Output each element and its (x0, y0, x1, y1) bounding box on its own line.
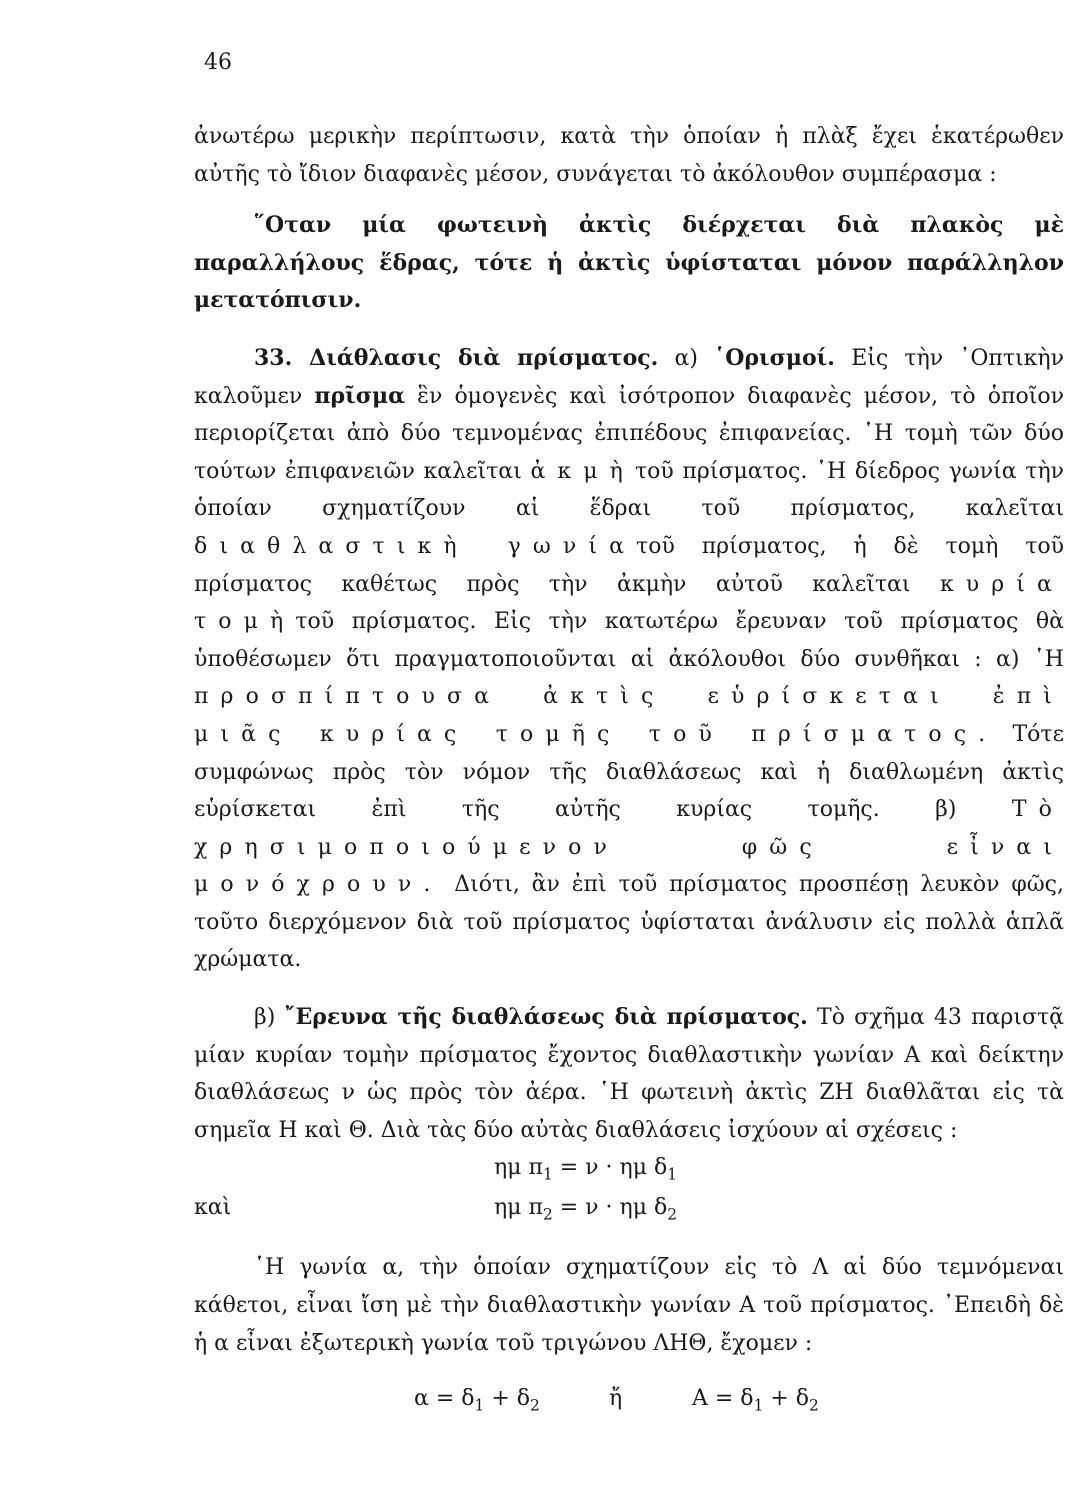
final-equation (194, 1380, 1064, 1420)
page-body (194, 118, 1064, 1420)
final-a-sub-1: 1 (474, 1396, 485, 1415)
equation-2-lhs: ημ π (494, 1195, 543, 1221)
equation-2 (194, 1189, 1064, 1229)
equation-2-sub-1: 2 (542, 1205, 553, 1224)
section-b-heading: ῎Ερευνα τῆς διαθλάσεως διὰ πρίσματος. (284, 1004, 808, 1031)
final-b-plus: + δ (763, 1386, 810, 1412)
closing-paragraph: ῾Η γωνία α, τὴν ὁποίαν σχηματίζουν εἰς τὸ Λ αἱ δύο τεμνόμεναι κάθετοι, εἶναι ἴση μὲ τὴν διαθλαστικὴν γωνίαν Α τοῦ πρίσματος. ᾿Επειδὴ δὲ ἡ α εἶναι ἐξωτερικὴ γωνία τοῦ τριγώνου ΛΗΘ, ἔχομεν : (194, 1255, 1064, 1356)
rule-statement: ῞Οταν μία φωτεινὴ ἀκτὶς διέρχεται διὰ πλακὸς μὲ παραλλήλους ἕδρας, τότε ἡ ἀκτὶς ὑφίσταται μόνον παράλληλον μετατόπισιν. (194, 212, 1064, 314)
equation-2-label: καὶ (194, 1195, 232, 1221)
section-33-text-6: Τότε συμφώνως πρὸς τὸν νόμον τῆς διαθλάσεως καὶ ἡ διαθλωμένη ἀκτὶς εὑρίσκεται ἐπὶ τῆς αὐτῆς κυρίας τομῆς. β) (194, 721, 1064, 823)
edge-term: ἀκμὴ (530, 458, 635, 484)
refracting-angle-term: διαθλαστικὴ γωνία (194, 533, 637, 559)
equation-1-expression (494, 1149, 677, 1194)
final-a-sub-2: 2 (530, 1396, 540, 1415)
equation-1-sub-2: 1 (667, 1165, 678, 1184)
equation-1-rhs: = ν · ημ δ (552, 1155, 668, 1181)
section-33-text-2: ἓν ὁμογενὲς καὶ ἰσότροπον διαφανὲς μέσον, τὸ ὁποῖον περιορίζεται ἀπὸ δύο τεμνομένας ἐπιπέδους ἐπιφανείας. ῾Η τομὴ τῶν δύο τούτων ἐπιφανειῶν καλεῖται (194, 383, 1064, 484)
equation-2-expression (494, 1189, 677, 1234)
section-33-text-4: τοῦ πρίσματος, ἡ δὲ τομὴ τοῦ πρίσματος καθέτως πρὸς τὴν ἀκμὴν αὐτοῦ καλεῖται (194, 533, 1064, 597)
condition-b: Τὸ χρησιμοποιούμενον φῶς εἶναι μονόχρουν. (194, 797, 1064, 898)
prism-term: πρῖσμα (314, 382, 406, 409)
section-b-text: Τὸ σχῆμα 43 παριστᾷ μίαν κυρίαν τομὴν πρίσματος ἔχοντος διαθλαστικὴν γωνίαν Α καὶ δείκτην διαθλάσεως ν ὡς πρὸς τὸν ἀέρα. ῾Η φωτεινὴ ἀκτὶς ΖΗ διαθλᾶται εἰς τὰ σημεῖα Η καὶ Θ. Διὰ τὰς δύο αὐτὰς διαθλάσεις ἰσχύουν αἱ σχέσεις : (194, 1005, 1065, 1143)
section-b-marker: β) (254, 1005, 276, 1031)
equation-1-sub-1: 1 (542, 1165, 553, 1184)
intro-paragraph: ἀνωτέρω μερικὴν περίπτωσιν, κατὰ τὴν ὁποίαν ἡ πλὰξ ἔχει ἑκατέρωθεν αὐτῆς τὸ ἴδιον διαφανὲς μέσον, συνάγεται τὸ ἀκόλουθον συμπέρασμα : (194, 124, 1064, 187)
final-b-sub-2: 2 (809, 1396, 819, 1415)
section-33-text-1: Εἰς τὴν ᾿Οπτικὴν καλοῦμεν (194, 345, 1064, 409)
equation-1-lhs: ημ π (494, 1155, 543, 1181)
final-b-lhs: Α = δ (692, 1386, 754, 1412)
section-33-text-5: τοῦ πρίσματος. Εἰς τὴν κατωτέρω ἔρευναν τοῦ πρίσματος θὰ ὑποθέσωμεν ὅτι πραγματοποιοῦνται αἱ ἀκόλουθοι δύο συνθῆκαι : α) ῾Η (194, 609, 1064, 672)
section-33-text-3: τοῦ πρίσματος. ῾Η δίεδρος γωνία τὴν ὁποίαν σχηματίζουν αἱ ἕδραι τοῦ πρίσματος, καλεῖται (194, 458, 1064, 522)
definitions-heading: ῾Ορισμοί. (714, 344, 835, 371)
section-33-paragraph (194, 340, 1064, 979)
final-a-plus: + δ (484, 1386, 530, 1412)
principal-section-term: κυρία τομὴ (194, 571, 1064, 635)
final-equation-or: ἤ (609, 1386, 623, 1412)
page-number: 46 (204, 50, 232, 75)
section-b-paragraph (194, 999, 1064, 1149)
final-a-lhs: α = δ (414, 1386, 475, 1412)
final-equation-b (692, 1380, 819, 1425)
section-33-heading: 33. Διάθλασις διὰ πρίσματος. (254, 344, 659, 371)
condition-a: προσπίπτουσα ἀκτὶς εὑρίσκεται ἐπὶ μιᾶς κυρίας τομῆς τοῦ πρίσματος. (194, 684, 1064, 747)
equation-2-rhs: = ν · ημ δ (552, 1195, 668, 1221)
section-33-text-7: Διότι, ἂν ἐπὶ τοῦ πρίσματος προσπέσῃ λευκὸν φῶς, τοῦτο διερχόμενον διὰ τοῦ πρίσματος ὑφίσταται ἀνάλυσιν εἰς πολλὰ ἁπλᾶ χρώματα. (194, 872, 1064, 973)
subsection-a-marker: α) (674, 345, 698, 371)
final-equation-a (414, 1380, 540, 1425)
final-b-sub-1: 1 (753, 1396, 764, 1415)
equation-2-sub-2: 2 (667, 1205, 678, 1224)
equation-1 (194, 1149, 1064, 1189)
